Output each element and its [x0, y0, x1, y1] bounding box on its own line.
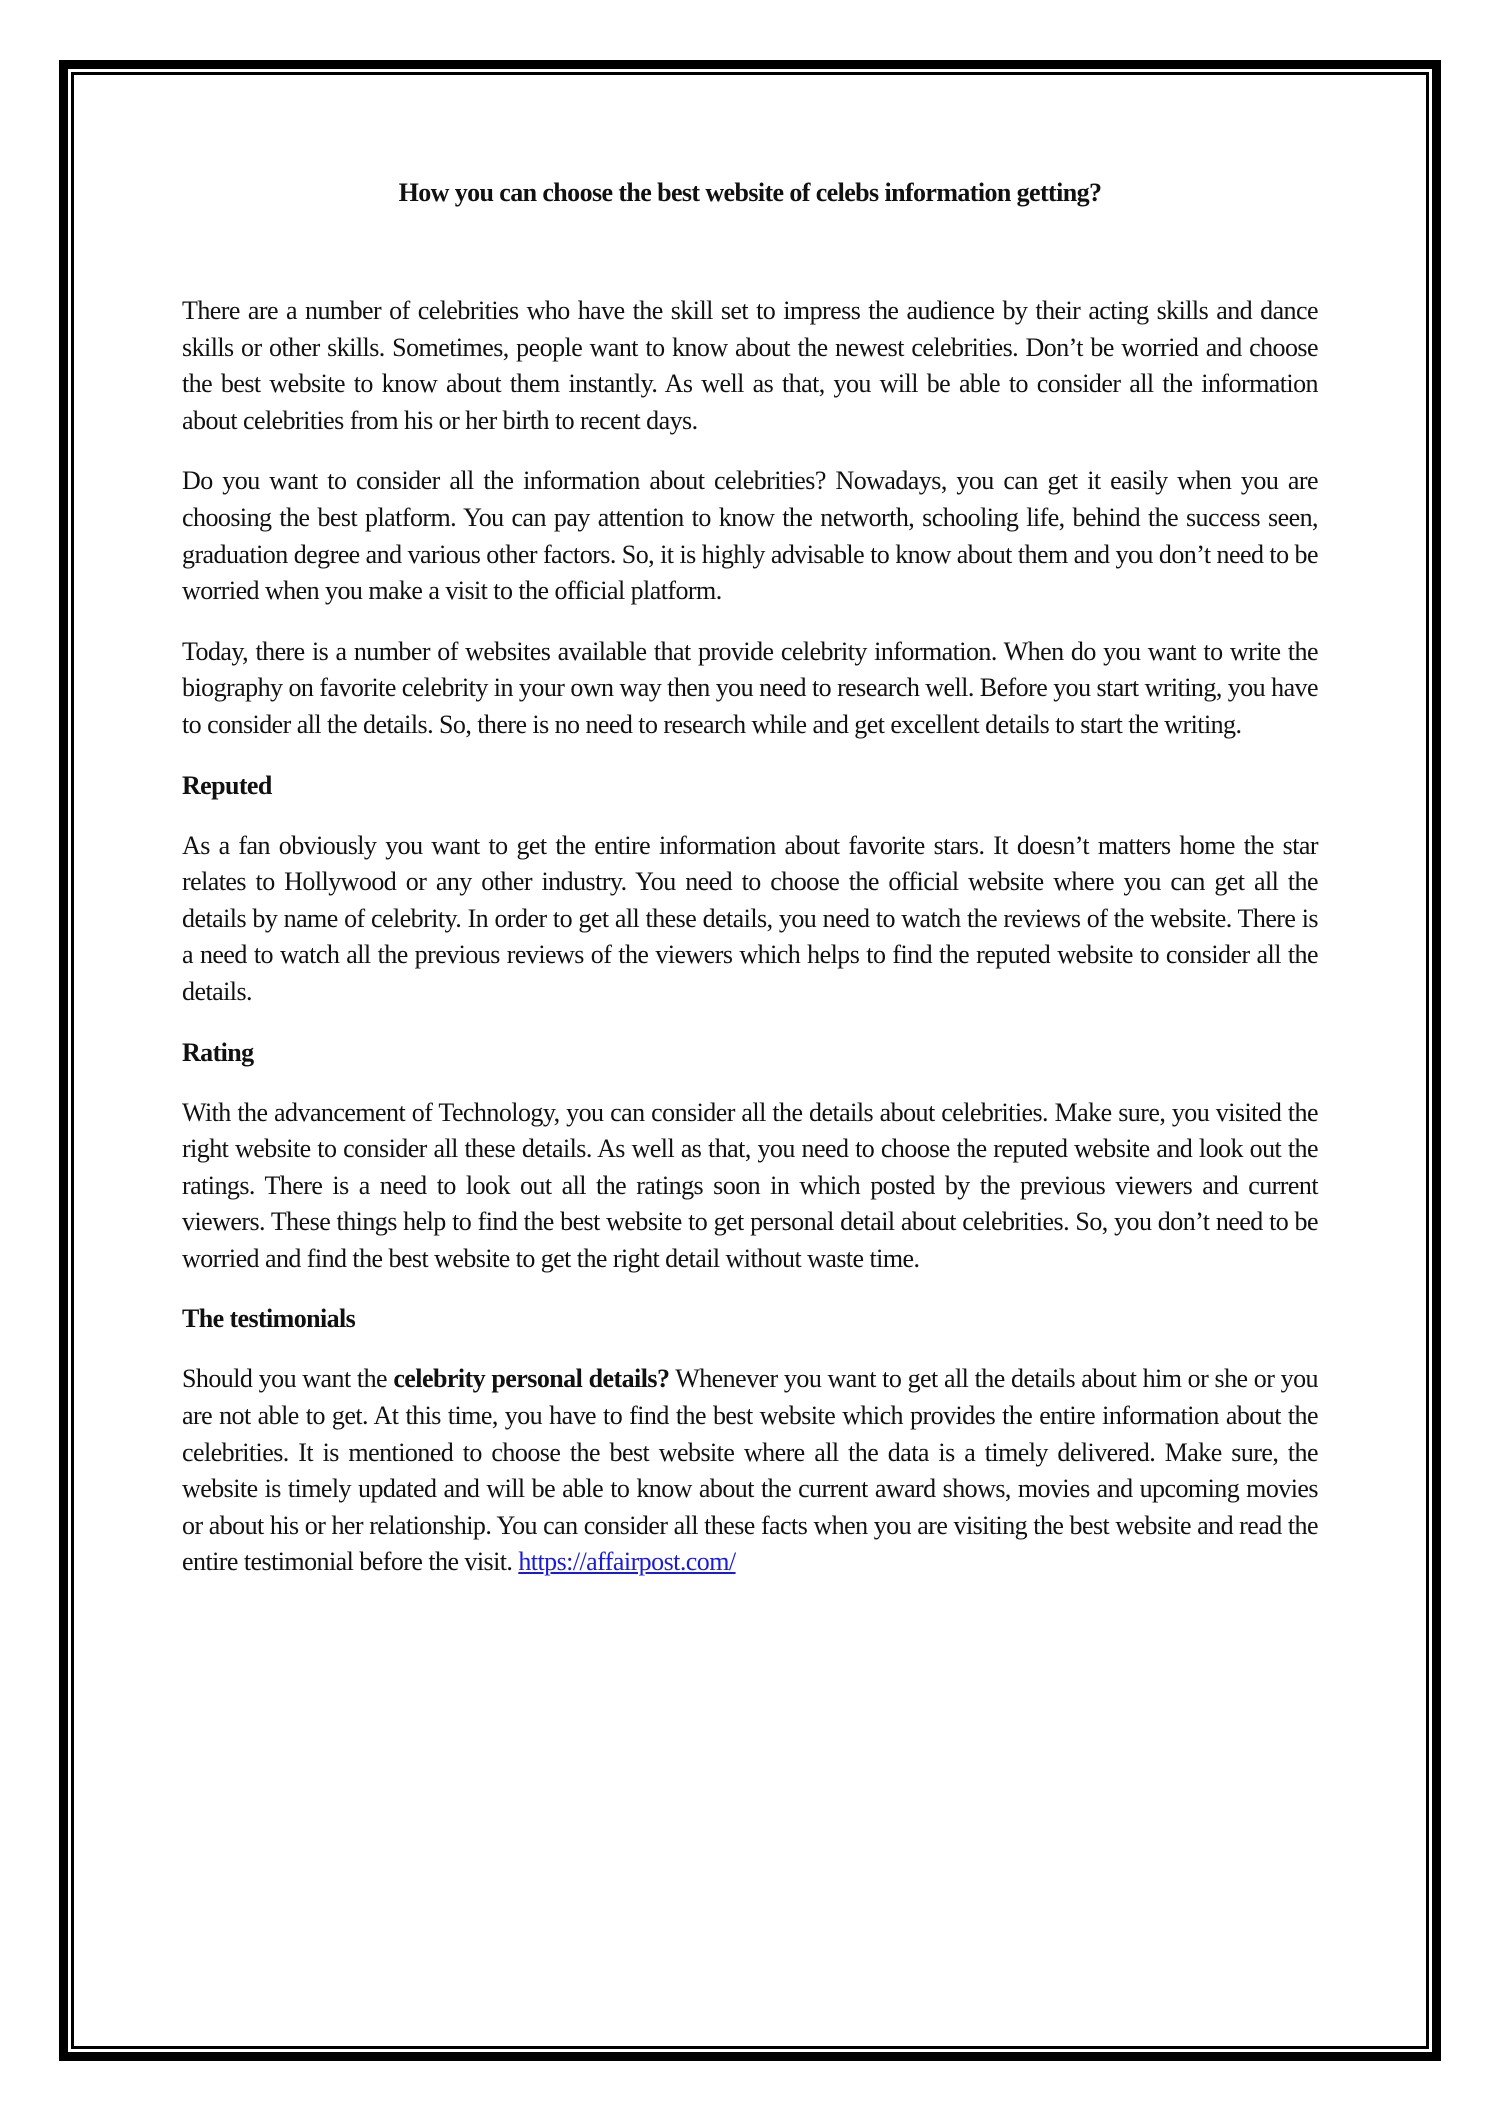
intro-paragraph-1: There are a number of celebrities who have the skill set to impress the audience by their acting skills and dance skills or other skills. Sometimes, people want to know about the newest celebrities. Don’t be worried and choose the best website to know about them instantly. As well as that, you will be able to consider all the information about celebrities from his or her birth to recent days.	[182, 296, 1318, 435]
section-paragraph-testimonials	[182, 1361, 1318, 1581]
intro-paragraph-2: Do you want to consider all the information about celebrities? Nowadays, you can get it easily when you are choosing the best platform. You can pay attention to know the networth, schooling life, behind the success seen, graduation degree and various other factors. So, it is highly advisable to know about them and you don’t need to be worried when you make a visit to the official platform.	[182, 466, 1318, 606]
document-body	[182, 176, 1318, 1605]
section-heading-rating: Rating	[182, 1037, 254, 1067]
document-title: How you can choose the best website of celebs information getting?	[398, 178, 1102, 207]
celebrity-personal-details-emphasis: celebrity personal details?	[393, 1364, 670, 1394]
section-heading-reputed: Reputed	[182, 770, 272, 800]
section-paragraph-rating: With the advancement of Technology, you can consider all the details about celebrities. Make sure, you visited the right website to consider all these details. As well as that, you need to choose the reputed website and look out the ratings. There is a need to look out all the ratings soon in which posted by the previous viewers and current viewers. These things help to find the best website to get personal detail about celebrities. So, you don’t need to be worried and find the best website to get the right detail without waste time.	[182, 1097, 1318, 1273]
intro-paragraph-3: Today, there is a number of websites available that provide celebrity information. When do you want to write the biography on favorite celebrity in your own way then you need to research well. Before you start writing, you have to consider all the details. So, there is no need to research while and get excellent details to start the writing.	[182, 636, 1318, 739]
section-paragraph-reputed: As a fan obviously you want to get the entire information about favorite stars. It doesn’t matters home the star relates to Hollywood or any other industry. You need to choose the official website where you can get all the details by name of celebrity. In order to get all these details, you need to watch the reviews of the website. There is a need to watch all the previous reviews of the viewers which helps to find the reputed website to consider all the details.	[182, 830, 1318, 1006]
section-heading-testimonials: The testimonials	[182, 1304, 356, 1334]
affairpost-link[interactable]: https://affairpost.com/	[518, 1547, 736, 1577]
testimonials-text-suffix: Whenever you want to get all the details about him or she or you are not able to get. At this time, you have to find the best website which provides the entire information about the celebrities. It is mentioned to choose the best website where all the data is a timely delivered. Make sure, the website is timely updated and will be able to know about the current award shows, movies and upcoming movies or about his or her relationship. You can consider all these facts when you are visiting the best website and read the entire testimonial before the visit.	[182, 1364, 1318, 1577]
testimonials-text-prefix: Should you want the	[182, 1364, 394, 1394]
